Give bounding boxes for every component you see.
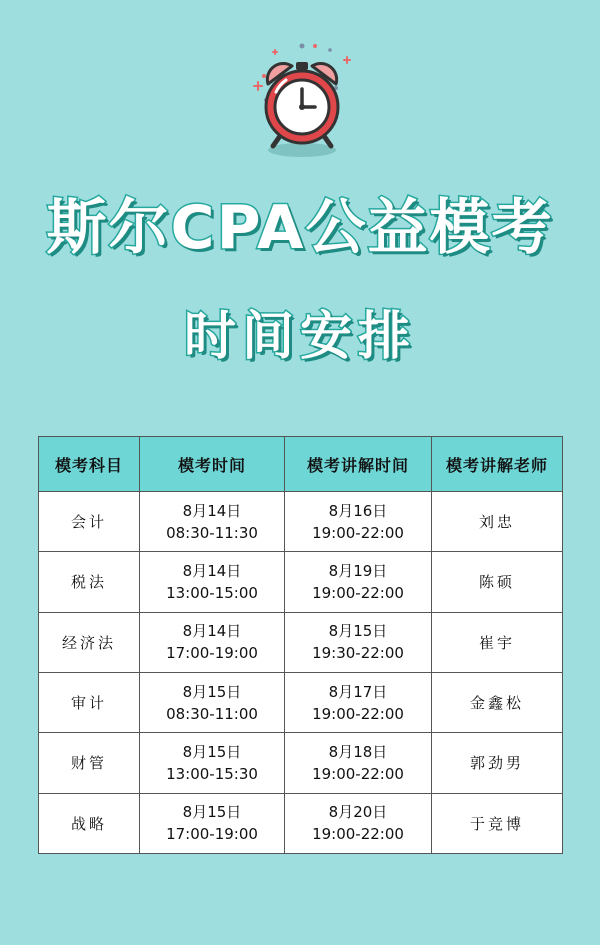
table-row [39,733,563,793]
table-header-row [39,437,563,492]
exam-time: 13:00-15:00 [166,583,258,602]
review-date: 8月19日 [328,561,388,580]
exam-date: 8月14日 [182,622,242,641]
exam-date: 8月14日 [182,501,242,520]
teacher-cell: 陈硕 [432,552,563,612]
header-teacher: 模考讲解老师 [432,437,563,492]
review-date: 8月20日 [328,803,388,822]
exam-time-cell [140,733,285,793]
teacher-cell: 金鑫松 [432,672,563,732]
teacher-cell: 崔宇 [432,612,563,672]
subject-cell: 经济法 [39,612,140,672]
header-exam-time: 模考时间 [140,437,285,492]
review-time-cell [285,552,432,612]
exam-time: 17:00-19:00 [166,825,258,844]
exam-date: 8月15日 [182,742,242,761]
teacher-cell: 刘忠 [432,492,563,552]
exam-date: 8月14日 [182,561,242,580]
exam-time: 17:00-19:00 [166,644,258,663]
subject-cell: 审计 [39,672,140,732]
exam-time: 08:30-11:30 [166,523,258,542]
teacher-cell: 郭劲男 [432,733,563,793]
exam-time-cell [140,612,285,672]
exam-time-cell [140,672,285,732]
table-row [39,552,563,612]
review-time: 19:00-22:00 [312,583,404,602]
page-title: 斯尔CPA公益模考 [46,193,554,263]
header-review-time: 模考讲解时间 [285,437,432,492]
table-row [39,793,563,853]
review-time: 19:00-22:00 [312,523,404,542]
exam-time: 08:30-11:00 [166,704,258,723]
review-date: 8月17日 [328,682,388,701]
exam-date: 8月15日 [182,803,242,822]
review-time: 19:00-22:00 [312,704,404,723]
page-subtitle: 时间安排 [183,307,416,367]
review-time: 19:00-22:00 [312,825,404,844]
subject-cell: 会计 [39,492,140,552]
exam-time-cell [140,492,285,552]
schedule-table [38,436,562,854]
subject-cell: 财管 [39,733,140,793]
alarm-clock-icon [240,40,360,165]
review-time: 19:30-22:00 [312,644,404,663]
review-time-cell [285,612,432,672]
table-row [39,492,563,552]
header-subject: 模考科目 [39,437,140,492]
table-row [39,612,563,672]
subject-cell: 战略 [39,793,140,853]
teacher-cell: 于竞博 [432,793,563,853]
exam-date: 8月15日 [182,682,242,701]
review-time-cell [285,733,432,793]
subject-cell: 税法 [39,552,140,612]
review-date: 8月15日 [328,622,388,641]
exam-time: 13:00-15:30 [166,764,258,783]
review-time: 19:00-22:00 [312,764,404,783]
exam-time-cell [140,552,285,612]
review-time-cell [285,672,432,732]
table-row [39,672,563,732]
review-date: 8月18日 [328,742,388,761]
review-time-cell [285,793,432,853]
exam-time-cell [140,793,285,853]
review-date: 8月16日 [328,501,388,520]
review-time-cell [285,492,432,552]
